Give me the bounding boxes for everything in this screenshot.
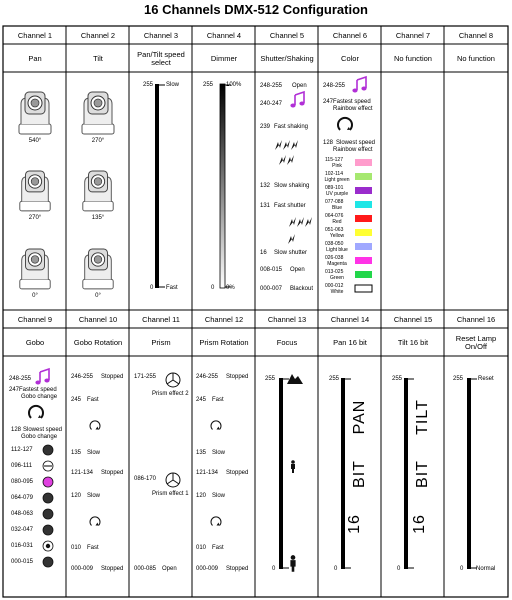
pan-angle-0: 0° bbox=[32, 293, 38, 299]
tilt-fixture-270 bbox=[82, 92, 114, 134]
upper-function-5: Shutter/Shaking bbox=[260, 53, 314, 63]
shutter-label: Fast shutter bbox=[274, 203, 306, 209]
focus-top-value: 255 bbox=[265, 376, 276, 382]
color-swatch bbox=[355, 173, 372, 180]
tilt-angle-270: 270° bbox=[91, 138, 105, 144]
shutter-value: 240-247 bbox=[260, 101, 283, 107]
prism-rotation-value: 121-134 bbox=[196, 470, 219, 476]
prism-icon bbox=[166, 473, 180, 487]
prism-rotation-label: Stopped bbox=[226, 374, 249, 380]
swatch-name: Light blue bbox=[326, 247, 348, 253]
upper-channel-2: Channel 2 bbox=[80, 30, 116, 40]
prism-rotation-value: 120 bbox=[196, 493, 207, 499]
swatch-name: Red bbox=[332, 219, 342, 225]
rotate-arrow-icon bbox=[211, 517, 221, 526]
gobo-value: 032-047 bbox=[11, 527, 34, 533]
gobo-top-label: Gobo change bbox=[21, 434, 58, 440]
reset-scale-bar bbox=[467, 378, 471, 569]
swatch-name: Blue bbox=[331, 205, 342, 211]
upper-function-4: Dimmer bbox=[210, 53, 238, 63]
pan-fixture-0 bbox=[20, 249, 50, 289]
upper-function-2: Tilt bbox=[93, 53, 103, 63]
shutter-label: Open bbox=[292, 83, 307, 89]
speed-top-value: 255 bbox=[143, 82, 154, 88]
shutter-label: Slow shaking bbox=[274, 183, 310, 189]
prism-label: Prism effect 1 bbox=[152, 491, 189, 497]
dimmer-gradient-bar bbox=[220, 84, 225, 288]
gobo-pattern-detail bbox=[46, 544, 50, 548]
lower-channel-12: Channel 12 bbox=[204, 314, 244, 324]
tilt16-scale-bar bbox=[404, 378, 408, 569]
lightning-icon bbox=[279, 155, 286, 165]
gobo-rotation-value: 010 bbox=[71, 545, 82, 551]
swatch-value: 038-050 bbox=[325, 241, 344, 247]
swatch-value: 089-101 bbox=[325, 185, 344, 191]
color-swatch bbox=[355, 187, 372, 194]
prism-rotation-value: 245 bbox=[196, 397, 207, 403]
color-top-value: 247 bbox=[323, 99, 334, 105]
lower-channel-16: Channel 16 bbox=[456, 314, 496, 324]
mountain-icon bbox=[287, 374, 303, 384]
dimmer-top-value: 255 bbox=[203, 82, 214, 88]
gobo-rotation-label: Slow bbox=[87, 450, 101, 456]
upper-channel-8: Channel 8 bbox=[458, 30, 494, 40]
upper-channel-1: Channel 1 bbox=[17, 30, 53, 40]
lower-channel-13: Channel 13 bbox=[267, 314, 307, 324]
lightning-icon bbox=[283, 140, 290, 150]
gobo-value: 096-111 bbox=[11, 463, 33, 469]
rotate-arrow-icon bbox=[90, 421, 100, 430]
lower-function-15: Tilt 16 bit bbox=[397, 337, 429, 347]
gobo-top-label: Gobo change bbox=[21, 394, 58, 400]
color-swatch bbox=[355, 271, 372, 278]
music-note-icon bbox=[290, 92, 304, 108]
swatch-name: Light green bbox=[324, 177, 350, 183]
person-icon bbox=[290, 555, 295, 572]
lower-function-13: Focus bbox=[276, 337, 298, 347]
upper-function-1: Pan bbox=[28, 53, 42, 63]
prism-rotation-label: Fast bbox=[212, 397, 224, 403]
swatch-name: Magenta bbox=[327, 261, 347, 267]
pan-fixture-270 bbox=[20, 171, 50, 211]
shutter-value: 000-007 bbox=[260, 286, 283, 292]
prism-rotation-value: 246-255 bbox=[196, 374, 219, 380]
prism-rotation-label: Stopped bbox=[226, 566, 249, 572]
gobo-rotation-value: 135 bbox=[71, 450, 82, 456]
prism-rotation-value: 000-009 bbox=[196, 566, 219, 572]
prism-icon bbox=[166, 373, 180, 387]
gobo-value: 064-079 bbox=[11, 495, 34, 501]
rotate-arrow-icon bbox=[211, 421, 221, 430]
color-swatch bbox=[355, 229, 372, 236]
gobo-top-label: Slowest speed bbox=[23, 427, 63, 433]
dimmer-top-label: 100% bbox=[226, 82, 242, 88]
lower-function-12: Prism Rotation bbox=[199, 337, 249, 347]
tilt16-top-value: 255 bbox=[392, 376, 403, 382]
reset-top-label: Reset bbox=[478, 376, 494, 382]
lightning-icon bbox=[291, 140, 298, 150]
gobo-top-value: 128 bbox=[11, 427, 22, 433]
gobo-value: 080-095 bbox=[11, 479, 34, 485]
gobo-rotation-label: Stopped bbox=[101, 566, 124, 572]
gobo-pattern-icon bbox=[43, 477, 53, 487]
shutter-value: 239 bbox=[260, 124, 271, 130]
focus-scale-bar bbox=[279, 378, 283, 569]
color-swatch bbox=[355, 159, 372, 166]
pan16-word-bit: BIT bbox=[351, 460, 368, 488]
upper-function-8: No function bbox=[457, 53, 495, 63]
shutter-label: Slow shutter bbox=[274, 250, 308, 256]
swatch-value: 115-127 bbox=[325, 157, 343, 163]
speed-bottom-value: 0 bbox=[150, 285, 154, 291]
person-icon bbox=[291, 460, 295, 473]
color-swatch bbox=[355, 257, 372, 264]
shutter-value: 16 bbox=[260, 250, 267, 256]
prism-rotation-value: 135 bbox=[196, 450, 207, 456]
gobo-top-value: 248-255 bbox=[9, 376, 32, 382]
upper-channel-7: Channel 7 bbox=[395, 30, 431, 40]
swatch-name: Pink bbox=[332, 163, 342, 169]
swatch-name: Green bbox=[330, 275, 344, 281]
gobo-value: 112-127 bbox=[11, 447, 33, 453]
lower-channel-15: Channel 15 bbox=[393, 314, 433, 324]
gobo-pattern-icon bbox=[43, 509, 53, 519]
prism-value: 171-255 bbox=[134, 374, 157, 380]
shutter-label: Blackout bbox=[290, 286, 314, 292]
gobo-pattern-icon bbox=[43, 493, 53, 503]
lightning-icon bbox=[297, 217, 304, 227]
gobo-value: 048-063 bbox=[11, 511, 34, 517]
swatch-value: 026-038 bbox=[325, 255, 344, 261]
tilt16-bottom-value: 0 bbox=[397, 566, 401, 572]
prism-rotation-value: 010 bbox=[196, 545, 207, 551]
focus-bottom-value: 0 bbox=[272, 566, 276, 572]
pan16-scale-bar bbox=[341, 378, 345, 569]
prism-label: Open bbox=[162, 566, 177, 572]
lightning-icon bbox=[288, 234, 295, 244]
rotate-arrow-icon bbox=[338, 118, 352, 130]
swatch-name: UV purple bbox=[325, 191, 349, 197]
lightning-icon bbox=[275, 140, 282, 150]
color-top-label: Rainbow effect bbox=[333, 106, 373, 112]
gobo-rotation-label: Stopped bbox=[101, 470, 124, 476]
lightning-icon bbox=[305, 217, 312, 227]
upper-channel-6: Channel 6 bbox=[332, 30, 368, 40]
gobo-value: 000-015 bbox=[11, 559, 34, 565]
pan-angle-540: 540° bbox=[28, 138, 42, 144]
tilt-angle-135: 135° bbox=[91, 215, 105, 221]
color-swatch bbox=[355, 201, 372, 208]
lower-function-11: Prism bbox=[151, 337, 171, 347]
speed-scale-bar bbox=[155, 84, 159, 288]
upper-channel-5: Channel 5 bbox=[269, 30, 305, 40]
page-title: 16 Channels DMX-512 Configuration bbox=[144, 2, 368, 17]
reset-bottom-value: 0 bbox=[460, 566, 464, 572]
color-top-label: Slowest speed bbox=[336, 140, 376, 146]
reset-bottom-label: Normal bbox=[476, 566, 496, 572]
tilt-fixture-0 bbox=[83, 249, 113, 289]
lower-channel-9: Channel 9 bbox=[17, 314, 53, 324]
prism-value: 086-170 bbox=[134, 476, 157, 482]
tilt16-word-bit: BIT bbox=[414, 460, 431, 488]
lightning-icon bbox=[287, 155, 294, 165]
lower-channel-10: Channel 10 bbox=[78, 314, 118, 324]
dimmer-bottom-label: 0% bbox=[226, 285, 235, 291]
color-top-value: 248-255 bbox=[323, 83, 346, 89]
pan16-word-pan: PAN bbox=[351, 399, 368, 435]
shutter-label: Open bbox=[290, 267, 305, 273]
gobo-rotation-label: Stopped bbox=[101, 374, 124, 380]
swatch-value: 051-063 bbox=[325, 227, 344, 233]
gobo-pattern-icon bbox=[43, 525, 53, 535]
gobo-rotation-value: 246-255 bbox=[71, 374, 94, 380]
tilt-angle-0: 0° bbox=[95, 293, 101, 299]
color-top-label: Fastest speed bbox=[333, 99, 371, 105]
pan-angle-270: 270° bbox=[28, 215, 42, 221]
gobo-rotation-value: 121-134 bbox=[71, 470, 94, 476]
shutter-value: 132 bbox=[260, 183, 271, 189]
prism-label: Prism effect 2 bbox=[152, 391, 189, 397]
swatch-value: 013-025 bbox=[325, 269, 344, 275]
color-top-label: Rainbow effect bbox=[333, 147, 373, 153]
color-swatch bbox=[355, 215, 372, 222]
upper-channel-4: Channel 4 bbox=[206, 30, 242, 40]
dimmer-bottom-value: 0 bbox=[211, 285, 215, 291]
color-top-value: 128 bbox=[323, 140, 334, 146]
tilt-fixture-135 bbox=[83, 171, 113, 211]
prism-rotation-label: Slow bbox=[212, 493, 226, 499]
gobo-rotation-value: 000-009 bbox=[71, 566, 94, 572]
gobo-pattern-icon bbox=[43, 445, 53, 455]
rotate-arrow-icon bbox=[29, 406, 43, 418]
pan-fixture-540 bbox=[19, 92, 51, 134]
gobo-rotation-label: Slow bbox=[87, 493, 101, 499]
speed-top-label: Slow bbox=[166, 82, 180, 88]
upper-function-7: No function bbox=[394, 53, 432, 63]
gobo-rotation-label: Fast bbox=[87, 545, 99, 551]
swatch-value: 064-076 bbox=[325, 213, 344, 219]
rotate-arrow-icon bbox=[90, 517, 100, 526]
swatch-name: White bbox=[330, 289, 344, 295]
tilt16-word-tilt: TILT bbox=[414, 399, 431, 435]
gobo-top-value: 247 bbox=[9, 387, 20, 393]
gobo-value: 016-031 bbox=[11, 543, 34, 549]
color-swatch bbox=[355, 243, 372, 250]
prism-rotation-label: Slow bbox=[212, 450, 226, 456]
upper-channel-3: Channel 3 bbox=[143, 30, 179, 40]
upper-function-6: Color bbox=[341, 53, 359, 63]
tilt16-word-16: 16 bbox=[411, 514, 428, 534]
pan16-bottom-value: 0 bbox=[334, 566, 338, 572]
lower-function-16: Reset Lamp On/Off bbox=[455, 333, 497, 351]
prism-rotation-label: Stopped bbox=[226, 470, 249, 476]
shutter-value: 248-255 bbox=[260, 83, 283, 89]
shutter-value: 131 bbox=[260, 203, 271, 209]
gobo-rotation-value: 245 bbox=[71, 397, 82, 403]
lower-function-14: Pan 16 bit bbox=[333, 337, 367, 347]
reset-top-value: 255 bbox=[453, 376, 464, 382]
gobo-pattern-icon bbox=[43, 557, 53, 567]
gobo-top-label: Fastest speed bbox=[19, 387, 57, 393]
gobo-rotation-value: 120 bbox=[71, 493, 82, 499]
color-swatch bbox=[355, 285, 372, 292]
lower-function-10: Gobo Rotation bbox=[73, 337, 123, 347]
music-note-icon bbox=[35, 369, 49, 385]
music-note-icon bbox=[352, 77, 366, 93]
swatch-value: 077-088 bbox=[325, 199, 344, 205]
lower-function-9: Gobo bbox=[25, 337, 45, 347]
swatch-value: 102-114 bbox=[325, 171, 343, 177]
gobo-rotation-label: Fast bbox=[87, 397, 99, 403]
lower-channel-11: Channel 11 bbox=[142, 314, 180, 324]
prism-value: 000-085 bbox=[134, 566, 157, 572]
lightning-icon bbox=[289, 217, 296, 227]
lower-channel-14: Channel 14 bbox=[330, 314, 370, 324]
shutter-value: 008-015 bbox=[260, 267, 283, 273]
swatch-name: Yellow bbox=[329, 233, 345, 239]
upper-function-3: Pan/Tilt speed select bbox=[137, 49, 185, 67]
pan16-word-16: 16 bbox=[346, 514, 363, 534]
shutter-label: Fast shaking bbox=[274, 124, 309, 130]
speed-bottom-label: Fast bbox=[166, 285, 178, 291]
pan16-top-value: 255 bbox=[329, 376, 340, 382]
prism-rotation-label: Fast bbox=[212, 545, 224, 551]
swatch-value: 000-012 bbox=[325, 283, 344, 289]
